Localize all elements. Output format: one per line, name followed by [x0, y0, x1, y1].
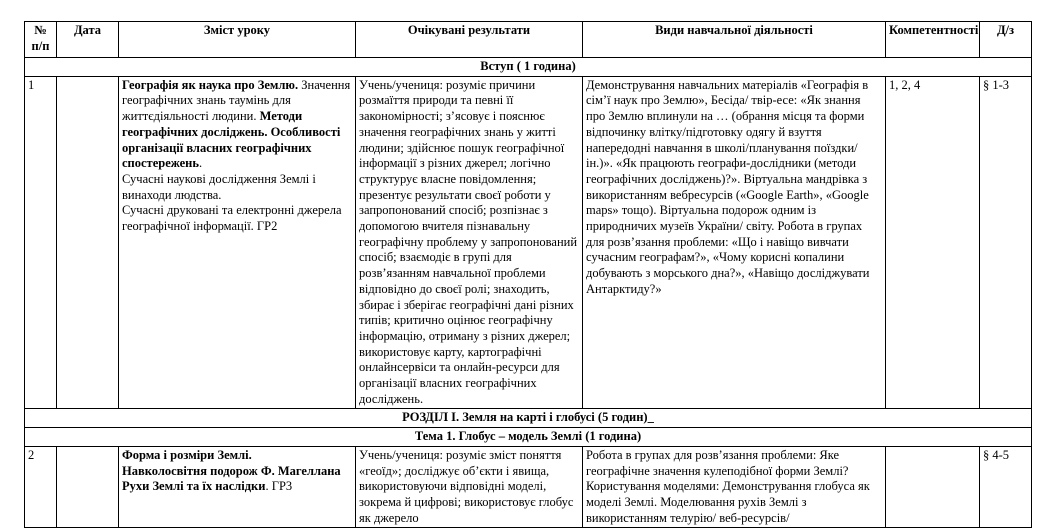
section-intro-title: Вступ ( 1 година)	[25, 58, 1032, 77]
header-homework: Д/з	[980, 22, 1032, 58]
row-number: 1	[25, 76, 57, 409]
lesson-title: Географія як наука про Землю.	[122, 77, 299, 92]
lesson-topic: Рухи Землі та їх наслідки	[122, 479, 266, 494]
section-title: РОЗДІЛ І. Земля на карті і глобусі (5 годин)_	[25, 409, 1032, 428]
lesson-plan-table	[24, 21, 1032, 528]
lesson-text: .	[199, 156, 203, 171]
activities-cell: Робота в групах для розв’язання проблеми: Яке географічне значення кулеподібної форми Землі? Користування моделями: Демонстрування глобуса як моделі Землі. Моделювання рухів Землі з використанням телурію/ веб-ресурсів/	[583, 446, 886, 528]
topic-row	[25, 428, 1032, 447]
section-row	[25, 409, 1032, 428]
row-number: 2	[25, 446, 57, 528]
row-date	[57, 76, 119, 409]
topic-title: Тема 1. Глобус – модель Землі (1 година)	[25, 428, 1032, 447]
lesson-content-cell	[119, 76, 356, 409]
lesson-topic: Навколосвітня подорож Ф. Магеллана	[122, 463, 341, 478]
section-row	[25, 58, 1032, 77]
table-header-row	[25, 22, 1032, 58]
header-lesson-content: Зміст уроку	[119, 22, 356, 58]
header-activities: Види навчальної діяльності	[583, 22, 886, 58]
competences-cell: 1, 2, 4	[886, 76, 980, 409]
activities-cell: Демонстрування навчальних матеріалів «Географія в сім’ї наук про Землю», Бесіда/ твір-есе: «Як знання про Землю вплинули на … (обрання місця та форми відпочинку влітку/підготовку одягу й взуття напередодні навчання в школі/планування поїздки/ін.)». «Як працюють географи-дослідники (методи географічних досліджень)?». Віртуальна мандрівка з використанням вебресурсів («Google Earth», «Google maps» тощо). Віртуальна подорож одним із природничих музеїв України/ світу. Робота в групах для розв’язання проблеми: «Що і навіщо вивчати сучасним географам?», «Чому корисні копалини добувають з морського дна?», «Навіщо досліджувати Антарктиду?»	[583, 76, 886, 409]
expected-results-cell: Учень/учениця: розуміє зміст поняття «геоїд»; досліджує об’єкти і явища, використовуючи відповідні моделі, зокрема й цифрові; використовує глобус як джерело	[356, 446, 583, 528]
homework-cell: § 4-5	[980, 446, 1032, 528]
table-row	[25, 76, 1032, 409]
lesson-text: Сучасні наукові дослідження Землі і винаходи людства.	[122, 171, 316, 202]
header-competences: Компетентності	[886, 22, 980, 58]
header-expected-results: Очікувані результати	[356, 22, 583, 58]
homework-cell: § 1-3	[980, 76, 1032, 409]
header-date: Дата	[57, 22, 119, 58]
lesson-text: . ГР3	[265, 479, 293, 494]
lesson-text: Значення географічних знань таумінь для життєдіяльності людини.	[122, 77, 351, 124]
lesson-text: Сучасні друковані та електронні джерела географічної інформації. ГР2	[122, 203, 342, 234]
lesson-title: Форма і розміри Землі.	[122, 447, 252, 462]
lesson-topic: Методи географічних досліджень.	[122, 109, 303, 139]
header-number: № п/п	[25, 22, 57, 58]
lesson-topic: Особливості організації власних географічних спостережень	[122, 124, 341, 171]
expected-results-cell: Учень/учениця: розуміє причини розмаїття природи та певні її закономірності; з’ясовує і пояснює значення географічних знань у житті людини; здійснює пошук географічної інформації з різних джерел; логічно структурує власне повідомлення; презентує результати своєї роботи у запропонований спосіб; розпізнає з допомогою вчителя пізнавальну географічну проблему у запропонований спосіб; взаємодіє в групі для розв’язанням навчальної проблеми відповідно до своєї ролі; знаходить, збирає і зберігає географічні дані різних типів; критично оцінює географічну інформацію, отриману з різних джерел; використовує карту, картографічні онлайнсервіси та онлайн-ресурси для організації власних географічних досліджень.	[356, 76, 583, 409]
